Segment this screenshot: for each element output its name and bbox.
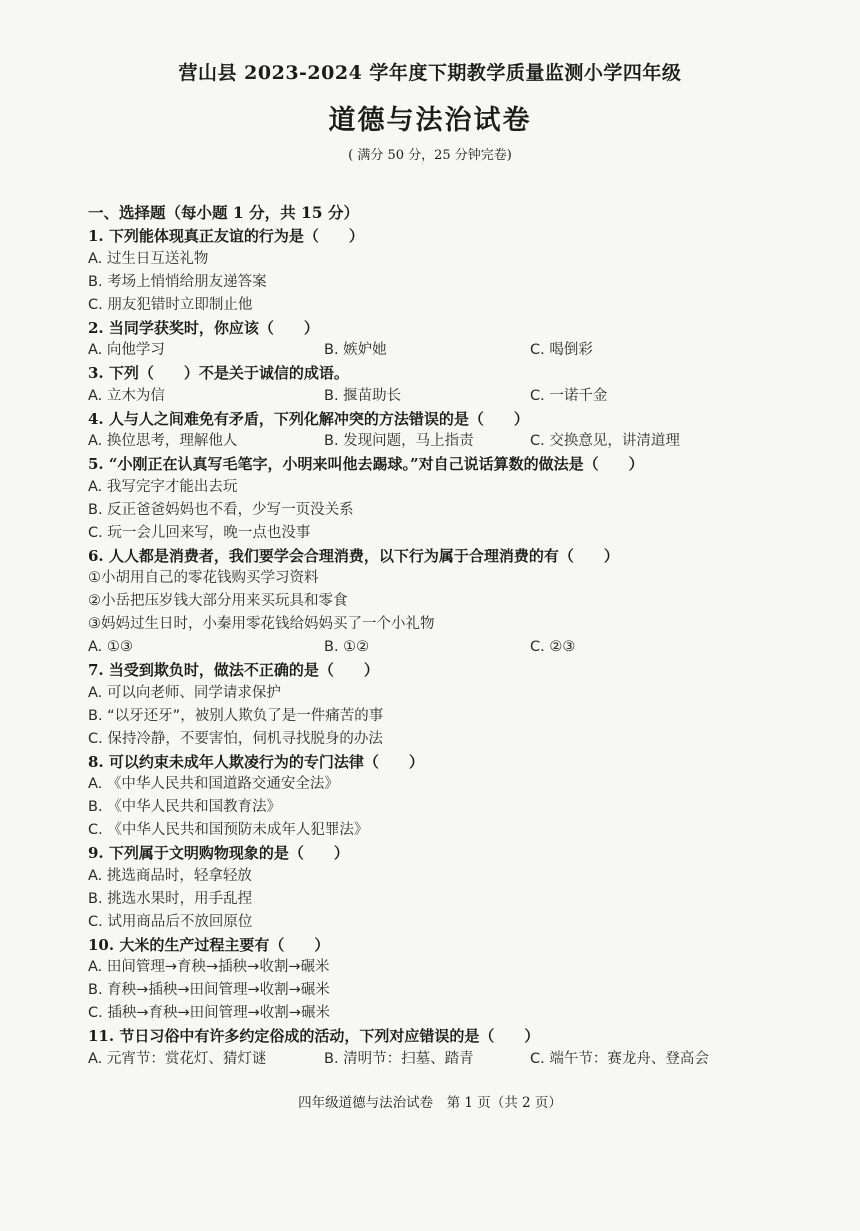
question-8-option-a: A. 《中华人民共和国道路交通安全法》 xyxy=(88,776,339,792)
question-6-statement-3: ③妈妈过生日时，小秦用零花钱给妈妈买了一个小礼物 xyxy=(88,616,435,632)
question-11-option-b: B. 清明节：扫墓、踏青 xyxy=(324,1050,474,1067)
question-7-option-a: A. 可以向老师、同学请求保护 xyxy=(88,684,281,701)
question-4-option-c: C. 交换意见，讲清道理 xyxy=(530,433,680,449)
question-11-stem: 11. 节日习俗中有许多约定俗成的活动，下列对应错误的是（ ） xyxy=(88,1027,540,1045)
question-5-option-b: B. 反正爸爸妈妈也不看，少写一页没关系 xyxy=(88,501,354,518)
question-6-option-b: B. ①② xyxy=(324,639,370,655)
question-7-stem: 7. 当受到欺负时，做法不正确的是（ ） xyxy=(88,661,379,679)
question-7-option-b: B. “以牙还牙”，被别人欺负了是一件痛苦的事 xyxy=(88,707,384,724)
question-8-option-c: C. 《中华人民共和国预防未成年人犯罪法》 xyxy=(88,822,369,838)
question-2-options xyxy=(88,339,808,362)
question-7-option-c: C. 保持冷静，不要害怕，伺机寻找脱身的办法 xyxy=(88,730,383,747)
question-5-option-c: C. 玩一会儿回来写，晚一点也没事 xyxy=(88,524,311,541)
question-2-option-a: A. 向他学习 xyxy=(88,342,165,358)
question-3-options xyxy=(88,385,808,408)
question-11-options xyxy=(88,1048,808,1071)
question-1-option-b: B. 考场上悄悄给朋友递答案 xyxy=(88,273,267,290)
question-6-options xyxy=(88,636,808,659)
question-10-stem: 10. 大米的生产过程主要有（ ） xyxy=(88,935,330,954)
question-5-stem: 5. “小刚正在认真写毛笔字，小明来叫他去踢球。”对自己说话算数的做法是（ ） xyxy=(88,455,644,473)
question-10-option-b: B. 育秧→插秧→田间管理→收割→碾米 xyxy=(88,982,330,998)
question-3-option-c: C. 一诺千金 xyxy=(530,387,608,404)
question-9-stem: 9. 下列属于文明购物现象的是（ ） xyxy=(88,844,349,862)
question-10-option-c: C. 插秧→育秧→田间管理→收割→碾米 xyxy=(88,1005,330,1021)
question-9-option-b: B. 挑选水果时，用手乱捏 xyxy=(88,890,253,907)
question-4-option-a: A. 换位思考，理解他人 xyxy=(88,433,238,449)
question-4-options xyxy=(88,430,808,453)
question-1-stem: 1. 下列能体现真正友谊的行为是（ ） xyxy=(88,227,364,245)
question-list xyxy=(88,199,808,1071)
question-3-option-b: B. 揠苗助长 xyxy=(324,387,402,404)
question-3-option-a: A. 立木为信 xyxy=(88,387,165,404)
exam-score-time: ( 满分 50 分，25 分钟完卷) xyxy=(348,148,512,163)
exam-title-line1: 营山县 2023-2024 学年度下期教学质量监测小学四年级 xyxy=(178,62,682,84)
question-9-option-a: A. 挑选商品时，轻拿轻放 xyxy=(88,867,252,884)
question-2-option-c: C. 喝倒彩 xyxy=(530,342,593,358)
question-6-stem: 6. 人人都是消费者，我们要学会合理消费，以下行为属于合理消费的有（ ） xyxy=(88,546,619,565)
exam-title-line2: 道德与法治试卷 xyxy=(328,105,532,136)
section-heading: 一、选择题（每小题 1 分，共 15 分） xyxy=(88,203,359,222)
question-8-option-b: B. 《中华人民共和国教育法》 xyxy=(88,799,282,815)
question-6-statement-2: ②小岳把压岁钱大部分用来买玩具和零食 xyxy=(88,593,348,609)
question-1-option-a: A. 过生日互送礼物 xyxy=(88,250,209,267)
question-3-stem: 3. 下列（ ）不是关于诚信的成语。 xyxy=(88,364,349,382)
question-6-statement-1: ①小胡用自己的零花钱购买学习资料 xyxy=(88,570,319,586)
question-5-option-a: A. 我写完字才能出去玩 xyxy=(88,478,238,495)
question-4-stem: 4. 人与人之间难免有矛盾，下列化解冲突的方法错误的是（ ） xyxy=(88,409,529,428)
question-1-option-c: C. 朋友犯错时立即制止他 xyxy=(88,296,253,313)
question-6-option-a: A. ①③ xyxy=(88,639,133,655)
question-11-option-c: C. 端午节：赛龙舟、登高会 xyxy=(530,1050,709,1067)
page-footer: 四年级道德与法治试卷 第 1 页（共 2 页） xyxy=(298,1095,562,1111)
question-2-option-b: B. 嫉妒她 xyxy=(324,342,387,358)
question-9-option-c: C. 试用商品后不放回原位 xyxy=(88,913,253,930)
question-4-option-b: B. 发现问题，马上指责 xyxy=(324,433,474,449)
question-10-option-a: A. 田间管理→育秧→插秧→收割→碾米 xyxy=(88,959,330,975)
question-8-stem: 8. 可以约束未成年人欺凌行为的专门法律（ ） xyxy=(88,752,424,771)
question-6-option-c: C. ②③ xyxy=(530,639,576,655)
question-2-stem: 2. 当同学获奖时，你应该（ ） xyxy=(88,318,319,337)
question-11-option-a: A. 元宵节：赏花灯、猜灯谜 xyxy=(88,1050,267,1067)
